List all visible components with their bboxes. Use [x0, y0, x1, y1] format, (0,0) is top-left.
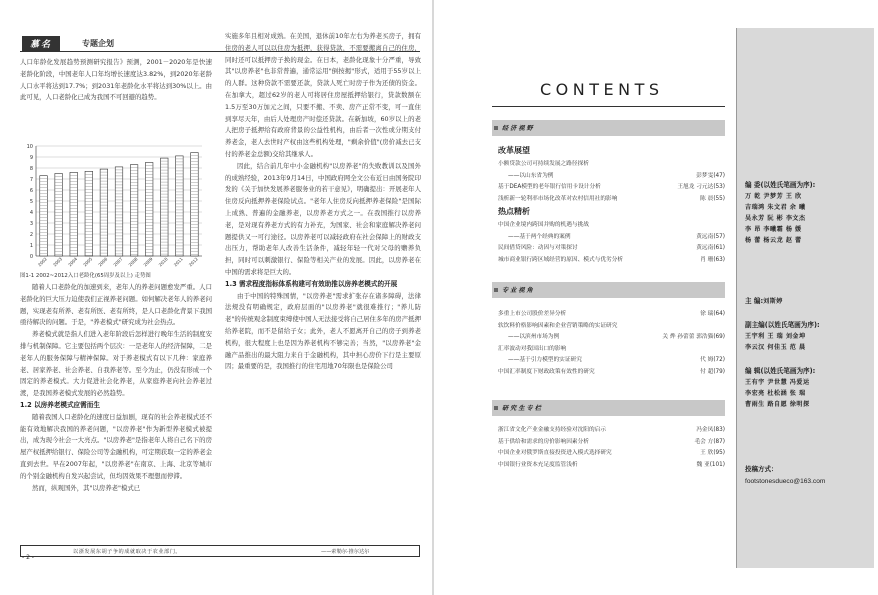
- bar: [70, 172, 78, 256]
- toc-item[interactable]: [498, 231, 725, 243]
- toc-item-title: 民间借贷风险：动因与对策探讨: [498, 245, 578, 251]
- deputy-names: 王宇利 王 瑞 刘金坤: [745, 333, 806, 340]
- toc-item-page: (64): [713, 311, 725, 317]
- toc-item-page: (83): [713, 427, 725, 433]
- toc-item-page: (72): [713, 357, 725, 363]
- paragraph: 随着我国人口老龄化的速度日益加剧，现有的社会养老模式还不能有效地解决我国的养老问题，"以房养老"作为新型养老模式被提出，成为现今社会一大亮点。"以房养老"是指老年人将自己名下的房屋产权抵押给银行、保险公司等金融机构，可定期获取一定的养老金直到去世。早在2007年起，"以房养老"在南京、上海、北京等城市的个别金融机构自发兴起尝试，但均因效果不理想而停滞。: [20, 412, 212, 480]
- submission-email[interactable]: footstonesdueco@163.com: [745, 478, 826, 485]
- y-tick-label: 10: [26, 144, 33, 150]
- toc-item-author: 黄远南: [696, 233, 714, 240]
- toc-item-author: 魏 亚: [696, 461, 710, 468]
- toc-item-page: (61): [713, 245, 725, 251]
- toc-item-page: (55): [713, 195, 725, 202]
- article-column-left: [20, 57, 212, 137]
- paragraph: 实施多年且相对成熟。在美国，退休前10年左右为养老买房子，拥有住房的老人可以以住房为抵押，获得贷款，不需要搬离自己的住房，同时还可以抵押房子换的现金。在日本，老龄化现象十分严重，导致其"以房养老"也非常普遍，通常运用"倒按揭"形式，适用于55岁以上的人群。这种贷款不需要还款，贷款人死亡时房子作为还债的资金。在加拿大，超过62岁的老人可将居住房屋抵押给银行，贷款数额在1.5万至30万加元之间，只要不搬、不卖、房产正常不变，可一直住到享尽天年，由后人处理房产时偿还贷款。在新加坡，60岁以上的老人把房子抵押给有政府背景的公益性机构，由后者一次性或分期支付养老金，老人去世时产权由这些机构处理，"剩余价值"(房价减去已支付的养老金总额)交给其继承人。: [225, 32, 421, 158]
- page-footer: [20, 545, 420, 557]
- bar: [161, 158, 169, 256]
- bar: [115, 167, 123, 256]
- toc-item-page: (101): [709, 461, 725, 468]
- toc-item[interactable]: [498, 170, 725, 182]
- paragraph: 因此，结合前几年中小金融机构"以房养老"的失败教训以及国外的成熟经验，2013年9月14日，中国政府网全文公布近日由国务院印发的《关于加快发展养老服务业的若干意见》，明确提出：开展老年人住房反向抵押养老保险试点。"老年人住房反向抵押养老保险"是国际上成熟、普遍的金融养老，以房养老方式之一。在我国推行以房养老，是对现有养老方式的有力补充，为国家、社会和家庭解决养老问题提供又一可行途径。以房养老可以减轻政府在社会保障上的财政支出压力，帮助老年人改善生活条件，减轻年轻一代对父母的赡养负担，同时可以刺激银行、保险等相关产业的发展。因此，以房养老在中国的需求将是巨大的。: [225, 161, 421, 276]
- page-number: - 2 -: [22, 554, 34, 561]
- editor-names: 万 乾 尹梦芳 王 欣: [745, 193, 802, 200]
- managing-label: 编 辑(以姓氏笔画为序):: [745, 367, 816, 375]
- section-band-economy: [492, 120, 725, 136]
- submission-label: 投稿方式：: [745, 465, 778, 473]
- bar: [145, 163, 153, 257]
- managing-names: 李宏亮 杜松涵 张 瑞: [745, 390, 806, 397]
- y-tick-label: 5: [29, 199, 33, 205]
- toc-item-title: 城市商业银行跨区域经营的原因、模式与优劣分析: [498, 256, 624, 263]
- managing-names: 王有宇 尹世慧 冯爱运: [745, 379, 810, 386]
- toc-item[interactable]: [498, 181, 725, 193]
- y-tick-label: 6: [29, 188, 33, 194]
- toc-item[interactable]: [498, 308, 725, 320]
- deputy-label: 副主编(以姓氏笔画为序):: [745, 321, 820, 329]
- editors-label: 编 委(以姓氏笔画为序):: [745, 181, 816, 189]
- chief-label: 主 编:: [745, 297, 764, 305]
- x-tick-label: 2010: [157, 256, 169, 268]
- paragraph: 人口年龄化发展趋势预测研究报告》预测，2001－2020年是快速老龄化阶段，中国老年人口年均增长速度达3.82%，到2020年老龄人口水平将达到17.7%；到2031年老龄化水平将达到30%以上。由此可见，人口老龄化已成为我国不可回避的趋势。: [20, 58, 212, 102]
- y-tick-label: 2: [29, 232, 33, 238]
- toc-item-author: 毛会 方: [694, 438, 714, 445]
- paragraph: 养老模式就是指人们进入老年阶段后怎样进行晚年生活的制度安排与机制保障。它主要包括两个层次：一是老年人的经济保障，二是老年人的服务保障与精神保障。对于养老模式有以下几种：家庭养老、居家养老、社会养老、自我养老等。至今为止，仍没有形成一个固定的养老模式。大力促进社会化养老，从家庭养老向社会养老过渡，是我国养老模式发展的必然趋势。: [20, 330, 212, 398]
- masthead-sidebar: [736, 28, 874, 568]
- y-tick-label: 3: [29, 221, 33, 227]
- toc-item-title: 软饮料价格影响因素和企业营销策略的实证研究: [498, 322, 618, 329]
- section-title: 专题企划: [82, 39, 114, 48]
- toc-item-author: 黄远南: [696, 245, 714, 251]
- editorial-board: [745, 180, 873, 246]
- x-tick-label: 2003: [52, 256, 64, 268]
- toc-section-graduate: [498, 424, 725, 470]
- toc-item-title: 小额贷款公司可持续发展之路径探析: [498, 161, 589, 167]
- bar: [191, 153, 199, 256]
- toc-item-title: 浅析新一轮利率市场化改革对农村信用社的影响: [498, 195, 618, 202]
- y-tick-label: 1: [29, 243, 33, 249]
- toc-item[interactable]: [498, 320, 725, 332]
- x-tick-label: 2002: [36, 256, 49, 268]
- toc-item[interactable]: [498, 193, 725, 205]
- toc-item-title: ——基于引力模型的实证研究: [508, 357, 582, 363]
- toc-item[interactable]: [498, 158, 725, 170]
- toc-item-author: 冯金凤: [696, 427, 714, 433]
- toc-item-author: 付 超: [700, 368, 714, 375]
- chart-caption: 图1-1 2002~2012入口老龄化(65周岁及以上) 走势图: [20, 273, 151, 279]
- footer-source: ——索勒尔·推尔达尔: [321, 549, 370, 555]
- editor-names: 杨 蕾 杨云龙 赵 蕾: [745, 237, 802, 244]
- toc-item-author: 肖 珊: [700, 256, 714, 263]
- bar: [100, 169, 108, 256]
- toc-item[interactable]: [498, 242, 725, 254]
- paragraph: 然而，纵观国外，其"以房养老"模式已: [32, 483, 141, 492]
- footer-quote: 以浙发展东胡子争的成就取决于农业部门。: [73, 549, 182, 555]
- aging-bar-chart: [20, 138, 212, 278]
- toc-item-author: 徐 瑞: [700, 311, 714, 317]
- toc-item-title: ——以山东省为例: [508, 172, 554, 179]
- toc-item-title: 多重上市公司股价差异分析: [498, 311, 567, 317]
- deputy-editors: [745, 320, 873, 353]
- toc-item-author: 代 姆: [700, 357, 714, 363]
- toc-item[interactable]: [498, 436, 725, 448]
- managing-editors: [745, 366, 873, 410]
- toc-item-page: (63): [713, 256, 725, 263]
- contents-title: CONTENTS: [540, 80, 664, 99]
- toc-section-professional: [498, 308, 725, 377]
- managing-names: 曹雨生 路自愿 徐明探: [745, 401, 810, 408]
- x-tick-label: 2006: [97, 256, 109, 268]
- toc-item-author: 关 烨 孙蕾蕾 郭浩猫: [662, 334, 714, 340]
- toc-item-author: 彭梦雯: [696, 172, 714, 179]
- toc-item[interactable]: [498, 447, 725, 459]
- x-tick-label: 2009: [142, 256, 154, 268]
- section-tag: 研究生专栏: [502, 405, 543, 412]
- editor-names: 吉瑞鸿 朱文君 余 曦: [745, 204, 806, 211]
- toc-item-title: 浙江省文化产业金融支持经验对沈阳的启示: [498, 427, 607, 433]
- article-column-left-lower: [20, 282, 212, 544]
- x-tick-label: 2012: [187, 256, 199, 268]
- subheading: 1.3 需求程度指标体系构建可有效助推以房养老模式的开展: [225, 279, 398, 288]
- chief-name: 刘斯婷: [763, 298, 783, 305]
- paragraph: 随着人口老龄化的加速到来，老年人的养老问题愈发严重。人口老龄化的巨大压力迫使我们正视养老问题。如何解决老年人的养老问题，实现老有所养、老有所医、老有所终，是人口老龄化背景下我国亟待解决的问题。于是，"养老模式"研究成为社会热点。: [20, 283, 212, 327]
- toc-item-title: ——以滨州市场为例: [508, 334, 560, 340]
- article-column-right: [225, 31, 421, 544]
- section-band-professional: [492, 282, 725, 298]
- toc-item-title: 基于供给和需求的房价影响因素分析: [498, 438, 589, 445]
- toc-item-page: (57): [713, 233, 725, 240]
- x-tick-label: 2005: [82, 256, 94, 268]
- toc-subtitle: 热点精析: [498, 207, 530, 216]
- toc-item-title: 汇率波动对我国出口的影响: [498, 345, 567, 352]
- toc-item-author: 王旭龙 刁元达: [677, 184, 714, 190]
- section-tag: 经济视野: [502, 125, 535, 132]
- y-tick-label: 8: [29, 166, 33, 172]
- toc-item[interactable]: [498, 254, 725, 266]
- toc-item-page: (47): [713, 172, 725, 179]
- contents-rule: [492, 106, 725, 107]
- toc-item-title: 基于DEA模型的老年银行信用卡设计分析: [498, 184, 601, 190]
- toc-item-page: (53): [713, 184, 725, 190]
- section-marker-icon: [494, 406, 498, 410]
- section-marker-icon: [494, 288, 498, 292]
- subheading: 1.2 以房养老模式应需而生: [20, 400, 100, 409]
- x-tick-label: 2007: [112, 256, 124, 268]
- toc-item[interactable]: [498, 424, 725, 436]
- toc-item[interactable]: [498, 354, 725, 366]
- toc-item-page: (95): [713, 450, 725, 456]
- toc-item-page: (79): [713, 368, 725, 375]
- y-tick-label: 0: [29, 254, 33, 260]
- toc-item[interactable]: [498, 459, 725, 471]
- editor-names: 李 昂 李曦霜 杨 媛: [745, 226, 802, 233]
- y-tick-label: 7: [29, 177, 33, 183]
- deputy-names: 李云汉 何佳玉 范 晨: [745, 344, 806, 351]
- section-band-graduate: [492, 400, 725, 416]
- toc-item[interactable]: [498, 219, 725, 231]
- toc-item-title: 中国银行业资本充足度监管浅析: [498, 461, 578, 468]
- editor-names: 吴永芳 阮 彬 李文杰: [745, 215, 806, 222]
- toc-item-page: (87): [713, 438, 725, 445]
- bar: [55, 174, 63, 257]
- column-logo: 慕名: [22, 36, 60, 51]
- x-tick-label: 2008: [127, 256, 139, 268]
- toc-item-title: 中国企业境内跨国并购的机遇与挑战: [498, 222, 589, 228]
- section-marker-icon: [494, 126, 498, 130]
- bar: [130, 165, 138, 256]
- toc-item-title: 中国汇率制度下财政政策有效性的研究: [498, 368, 595, 375]
- toc-item-author: 陈 晨: [700, 195, 714, 202]
- x-tick-label: 2004: [67, 256, 79, 268]
- toc-section-economy: [498, 143, 725, 265]
- paragraph: 由于中国的特殊国情，"以房养老"需求扩张存在诸多障碍，法律法规没有明确规定，政府层面的"以房养老"就很难推行；"养儿防老"的传统观念制度束缚使中国人无法接受将自己居住多年的房产抵押给养老院，而不是留给子女；此外，老人不愿离开自己的房子到养老机构，很大程度上也是因为养老机构不够完善；当然，"以房养老"金融产品推出的最大阻力来自于金融机构，其中担心房价下行是主要原因；最重要的是，我国推行的住宅用地70年限也是保险公司: [225, 291, 421, 371]
- toc-item[interactable]: [498, 366, 725, 378]
- y-tick-label: 9: [29, 155, 33, 161]
- toc-item-author: 王 欣: [700, 450, 714, 456]
- toc-item-title: ——基于两个经典的案例: [508, 233, 571, 240]
- toc-item-page: (69): [713, 334, 725, 340]
- x-tick-label: 2011: [172, 256, 184, 268]
- y-tick-label: 4: [29, 210, 33, 216]
- toc-item[interactable]: [498, 343, 725, 355]
- spread-gutter: [432, 0, 434, 595]
- chief-editor: [745, 296, 873, 307]
- section-tag: 专业视角: [502, 287, 535, 294]
- chart-svg: [20, 138, 212, 270]
- toc-item[interactable]: [498, 331, 725, 343]
- toc-item-title: 中国企业对俄罗斯直接投资进入模式选择研究: [498, 450, 612, 456]
- toc-subtitle: 改革展望: [498, 146, 530, 155]
